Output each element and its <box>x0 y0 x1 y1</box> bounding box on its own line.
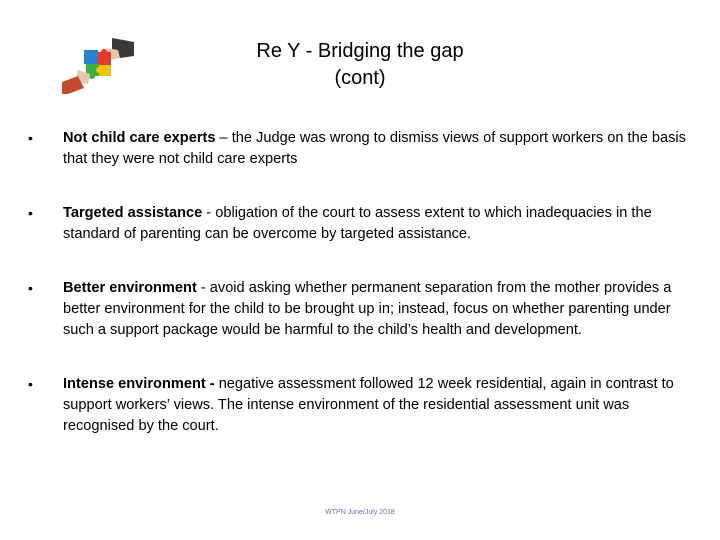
bullet-text: - avoid asking whether permanent separation from the mother provides a better environment for the child to be brought up in; instead, focus on whether parenting under such a support package would be harmful to the child’s health and development. <box>63 280 672 338</box>
bullet-item <box>28 374 690 437</box>
bullet-text: – the Judge was wrong to dismiss views of support workers on the basis that they were not child care experts <box>63 130 686 167</box>
bullet-dot: • <box>28 376 33 392</box>
bullet-list <box>28 128 690 470</box>
bullet-dot: • <box>28 280 33 296</box>
title-line-1: Re Y - Bridging the gap <box>256 40 464 62</box>
slide-title <box>180 38 540 92</box>
bullet-dot: • <box>28 205 33 221</box>
bullet-item <box>28 128 690 170</box>
title-line-2: (cont) <box>334 67 386 89</box>
bullet-dot: • <box>28 130 33 146</box>
bullet-term: Not child care experts <box>63 130 216 146</box>
bullet-term: Intense environment - <box>63 376 215 392</box>
bullet-item <box>28 278 690 341</box>
bullet-item <box>28 203 690 245</box>
bullet-term: Targeted assistance <box>63 205 203 221</box>
bullet-term: Better environment <box>63 280 197 296</box>
bullet-text: - obligation of the court to assess extent to which inadequacies in the standard of parenting can be overcome by targeted assistance. <box>63 205 652 242</box>
puzzle-hands-icon <box>62 36 135 95</box>
slide-footer: WTPN June/July 2018 <box>325 509 395 516</box>
bullet-text: negative assessment followed 12 week residential, again in contrast to support workers’ views. The intense environment of the residential assessment unit was recognised by the court. <box>63 376 674 434</box>
